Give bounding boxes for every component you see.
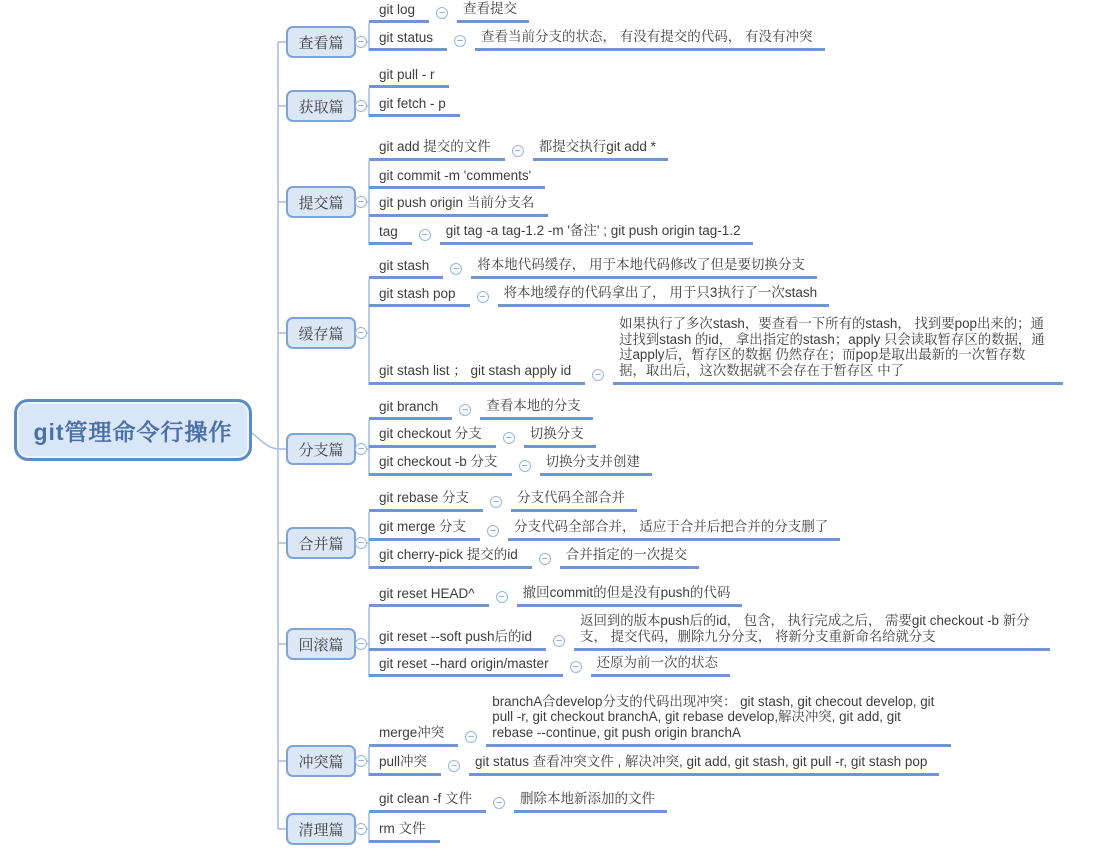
collapse-icon[interactable]: − (355, 755, 367, 767)
subtopic-row[interactable] (369, 400, 593, 420)
collapse-icon[interactable]: − (355, 823, 367, 835)
subtopic-row[interactable] (369, 428, 596, 448)
command-text[interactable]: git commit -m 'comments' (369, 168, 545, 189)
branch-topic[interactable]: 冲突篇 (286, 745, 356, 777)
command-text[interactable]: merge冲突 (369, 721, 458, 747)
description-text[interactable]: 将本地代码缓存， 用于本地代码修改了但是要切换分支 (471, 253, 817, 279)
subtopic-row[interactable] (369, 614, 1050, 651)
collapse-icon[interactable]: − (355, 196, 367, 208)
collapse-icon[interactable]: − (503, 432, 515, 444)
description-text[interactable]: 合并指定的一次提交 (560, 543, 700, 569)
subtopic-row[interactable] (369, 141, 668, 161)
command-text[interactable]: git reset HEAD^ (369, 586, 489, 607)
command-text[interactable]: git status (369, 30, 447, 51)
collapse-icon[interactable]: − (454, 35, 466, 47)
description-text[interactable]: 返回到的版本push后的id， 包含， 执行完成之后， 需要git checkout -b 新分支， 提交代码，删除九分分支， 将新分支重新命名给就分支 (574, 613, 1050, 651)
collapse-icon[interactable]: − (490, 496, 502, 508)
description-text[interactable]: 查看提交 (457, 0, 529, 23)
collapse-icon[interactable]: − (465, 731, 477, 743)
description-text[interactable]: 删除本地新添加的文件 (514, 787, 667, 813)
subtopic-row[interactable] (369, 520, 840, 541)
command-text[interactable]: git stash pop (369, 286, 470, 307)
subtopic-row[interactable] (369, 225, 753, 245)
subtopic-row[interactable] (369, 492, 637, 512)
collapse-icon[interactable]: − (459, 404, 471, 416)
collapse-icon[interactable]: − (450, 263, 462, 275)
subtopic-row[interactable] (369, 587, 742, 607)
branch-topic[interactable]: 清理篇 (286, 813, 356, 845)
command-text[interactable]: git clean -f 文件 (369, 787, 486, 813)
command-text[interactable]: git reset --soft push后的id (369, 625, 546, 651)
subtopic-row[interactable] (369, 316, 1063, 385)
collapse-icon[interactable]: − (493, 797, 505, 809)
command-text[interactable]: pull冲突 (369, 750, 441, 776)
collapse-icon[interactable]: − (419, 229, 431, 241)
description-text[interactable]: 都提交执行git add * (533, 135, 668, 161)
subtopic-row[interactable] (369, 823, 440, 843)
collapse-icon[interactable]: − (436, 7, 448, 19)
command-text[interactable]: git add 提交的文件 (369, 135, 505, 161)
branch-topic[interactable]: 查看篇 (286, 26, 356, 58)
command-text[interactable]: git stash list ； git stash apply id (369, 359, 585, 385)
collapse-icon[interactable]: − (355, 327, 367, 339)
collapse-icon[interactable]: − (355, 638, 367, 650)
description-text[interactable]: 还原为前一次的状态 (591, 651, 731, 677)
subtopic-row[interactable] (369, 197, 548, 217)
root-topic[interactable] (14, 399, 252, 461)
description-text[interactable]: 查看当前分支的状态， 有没有提交的代码， 有没有冲突 (475, 25, 825, 51)
collapse-icon[interactable]: − (355, 537, 367, 549)
subtopic-row[interactable] (369, 1, 529, 23)
description-text[interactable]: 切换分支 (524, 422, 596, 448)
description-text[interactable]: 切换分支并创建 (540, 450, 653, 476)
command-text[interactable]: git stash (369, 258, 443, 279)
collapse-icon[interactable]: − (448, 760, 460, 772)
subtopic-row[interactable] (369, 756, 939, 776)
subtopic-row[interactable] (369, 97, 460, 117)
command-text[interactable]: rm 文件 (369, 817, 440, 843)
command-text[interactable]: git log (369, 2, 429, 23)
description-text[interactable]: git status 查看冲突文件 , 解决冲突, git add, git stash, git pull -r, git stash pop (469, 750, 939, 776)
command-text[interactable]: git branch (369, 399, 452, 420)
collapse-icon[interactable]: − (539, 553, 551, 565)
subtopic-row[interactable] (369, 31, 825, 51)
collapse-icon[interactable]: − (592, 369, 604, 381)
command-text[interactable]: git rebase 分支 (369, 486, 483, 512)
collapse-icon[interactable]: − (355, 100, 367, 112)
root-topic-label: git管理命令行操作 (33, 418, 233, 445)
subtopic-row[interactable] (369, 287, 829, 307)
collapse-icon[interactable]: − (512, 145, 524, 157)
description-text[interactable]: branchA合develop分支的代码出现冲突： git stash, git checout develop, git pull -r, git checkout branchA, git rebase develop,解决冲突, git add, git rebase --continue, git push origin branchA (486, 694, 951, 748)
command-text[interactable]: git fetch - p (369, 96, 460, 117)
description-text[interactable]: 分支代码全部合并， 适应于合并后把合并的分支删了 (508, 515, 840, 541)
branch-topic[interactable]: 提交篇 (286, 186, 356, 218)
collapse-icon[interactable]: − (570, 661, 582, 673)
collapse-icon[interactable]: − (496, 591, 508, 603)
command-text[interactable]: git checkout -b 分支 (369, 450, 512, 476)
description-text[interactable]: 撤回commit的但是没有push的代码 (517, 581, 743, 607)
branch-topic[interactable]: 缓存篇 (286, 317, 356, 349)
subtopic-row[interactable] (369, 259, 817, 279)
collapse-icon[interactable]: − (355, 443, 367, 455)
command-text[interactable]: git push origin 当前分支名 (369, 191, 548, 217)
subtopic-row[interactable] (369, 456, 652, 476)
subtopic-row[interactable] (369, 169, 545, 189)
subtopic-row[interactable] (369, 791, 667, 813)
subtopic-row[interactable] (369, 657, 730, 677)
subtopic-row[interactable] (369, 68, 449, 88)
collapse-icon[interactable]: − (553, 635, 565, 647)
branch-topic[interactable]: 回滚篇 (286, 628, 356, 660)
command-text[interactable]: tag (369, 224, 412, 245)
command-text[interactable]: git reset --hard origin/master (369, 656, 563, 677)
subtopic-row[interactable] (369, 693, 951, 747)
command-text[interactable]: git checkout 分支 (369, 422, 496, 448)
branch-topic[interactable]: 分支篇 (286, 433, 356, 465)
description-text[interactable]: 分支代码全部合并 (511, 486, 637, 512)
branch-topic[interactable]: 合并篇 (286, 527, 356, 559)
subtopic-row[interactable] (369, 549, 699, 569)
collapse-icon[interactable]: − (355, 36, 367, 48)
description-text[interactable]: 查看本地的分支 (480, 394, 593, 420)
description-text[interactable]: git tag -a tag-1.2 -m '备注' ; git push origin tag-1.2 (440, 219, 753, 245)
command-text[interactable]: git merge 分支 (369, 515, 480, 541)
collapse-icon[interactable]: − (487, 525, 499, 537)
command-text[interactable]: git cherry-pick 提交的id (369, 543, 532, 569)
description-text[interactable]: 将本地缓存的代码拿出了， 用于只3执行了一次stash (498, 281, 830, 307)
collapse-icon[interactable]: − (519, 460, 531, 472)
branch-topic[interactable]: 获取篇 (286, 90, 356, 122)
command-text[interactable]: git pull - r (369, 67, 449, 88)
collapse-icon[interactable]: − (477, 291, 489, 303)
description-text[interactable]: 如果执行了多次stash，要查看一下所有的stash， 找到要pop出来的；通过找到stash 的id， 拿出指定的stash；apply 只会读取暂存区的数据，通过apply后，暂存区的数据 仍然存在；而pop是取出最新的一次暂存数据，取出后，这次数据就不会存在于暂存区 中了 (613, 316, 1063, 385)
